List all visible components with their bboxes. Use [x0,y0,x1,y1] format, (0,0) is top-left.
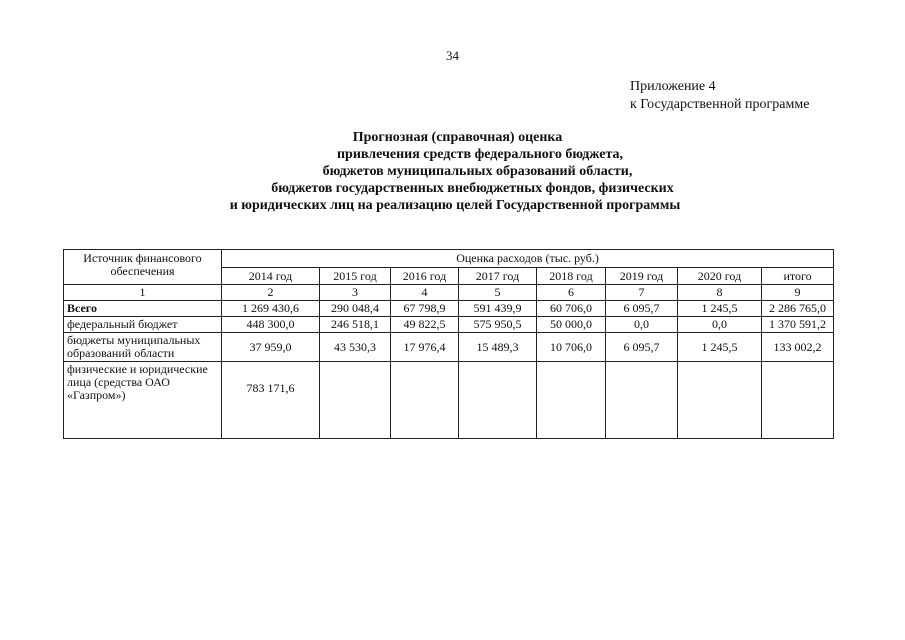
table-row-municipal [64,333,834,362]
column-number: 4 [391,285,459,301]
total-header: итого [762,268,834,285]
appendix-line-2: к Государственной программе [630,97,810,112]
expense-estimate-table [63,249,834,439]
table-cell: 0,0 [606,317,678,333]
table-cell [678,362,762,439]
title-line-2: привлечения средств федерального бюджета, [336,147,624,162]
table-cell: 10 706,0 [537,333,606,362]
table-cell: 67 798,9 [391,301,459,317]
table-cell [391,362,459,439]
column-number: 1 [64,285,222,301]
year-header: 2015 год [320,268,391,285]
table-cell: 1 245,5 [678,333,762,362]
year-header: 2019 год [606,268,678,285]
row-source: Всего [64,301,222,317]
table-cell: 15 489,3 [459,333,537,362]
title-line-5: и юридических лиц на реализацию целей Государственной программы [229,198,681,213]
table-cell: 2 286 765,0 [762,301,834,317]
table-cell: 246 518,1 [320,317,391,333]
title-line-1: Прогнозная (справочная) оценка [352,130,563,145]
column-number: 3 [320,285,391,301]
year-header: 2016 год [391,268,459,285]
table-cell: 0,0 [678,317,762,333]
table-cell [762,362,834,439]
table-cell: 43 530,3 [320,333,391,362]
table-header-row [64,250,834,268]
table-row-federal [64,317,834,333]
column-number-row [64,285,834,301]
year-header: 2020 год [678,268,762,285]
year-header: 2014 год [222,268,320,285]
table-cell [459,362,537,439]
table-row-individuals [64,362,834,439]
table-cell: 50 000,0 [537,317,606,333]
table-cell: 591 439,9 [459,301,537,317]
column-number: 5 [459,285,537,301]
table-cell: 1 245,5 [678,301,762,317]
table-cell [537,362,606,439]
table-cell: 448 300,0 [222,317,320,333]
column-number: 8 [678,285,762,301]
column-number: 2 [222,285,320,301]
table-cell: 37 959,0 [222,333,320,362]
table-cell: 49 822,5 [391,317,459,333]
table-cell: 1 269 430,6 [222,301,320,317]
estimate-header: Оценка расходов (тыс. руб.) [222,250,834,268]
year-header: 2018 год [537,268,606,285]
appendix-line-1: Приложение 4 [630,79,716,94]
page-number: 34 [446,48,459,63]
table-cell: 1 370 591,2 [762,317,834,333]
column-number: 6 [537,285,606,301]
column-number: 9 [762,285,834,301]
table-cell: 290 048,4 [320,301,391,317]
appendix-label [630,78,809,114]
table-cell: 17 976,4 [391,333,459,362]
table-cell: 6 095,7 [606,333,678,362]
table-cell: 60 706,0 [537,301,606,317]
title-line-3: бюджетов муниципальных образований области, [322,164,633,179]
table-cell [606,362,678,439]
document-title [0,129,905,214]
title-line-4: бюджетов государственных внебюджетных фондов, физических [271,181,674,196]
table-row-total [64,301,834,317]
table-cell: 133 002,2 [762,333,834,362]
source-header: Источник финансового обеспечения [64,250,222,285]
row-source: федеральный бюджет [64,317,222,333]
table-cell: 6 095,7 [606,301,678,317]
table-cell [320,362,391,439]
table-cell: 575 950,5 [459,317,537,333]
table-cell: 783 171,6 [222,362,320,439]
year-header: 2017 год [459,268,537,285]
row-source: физические и юридические лица (средства ОАО «Газпром») [64,362,222,439]
column-number: 7 [606,285,678,301]
row-source: бюджеты муниципальных образований области [64,333,222,362]
